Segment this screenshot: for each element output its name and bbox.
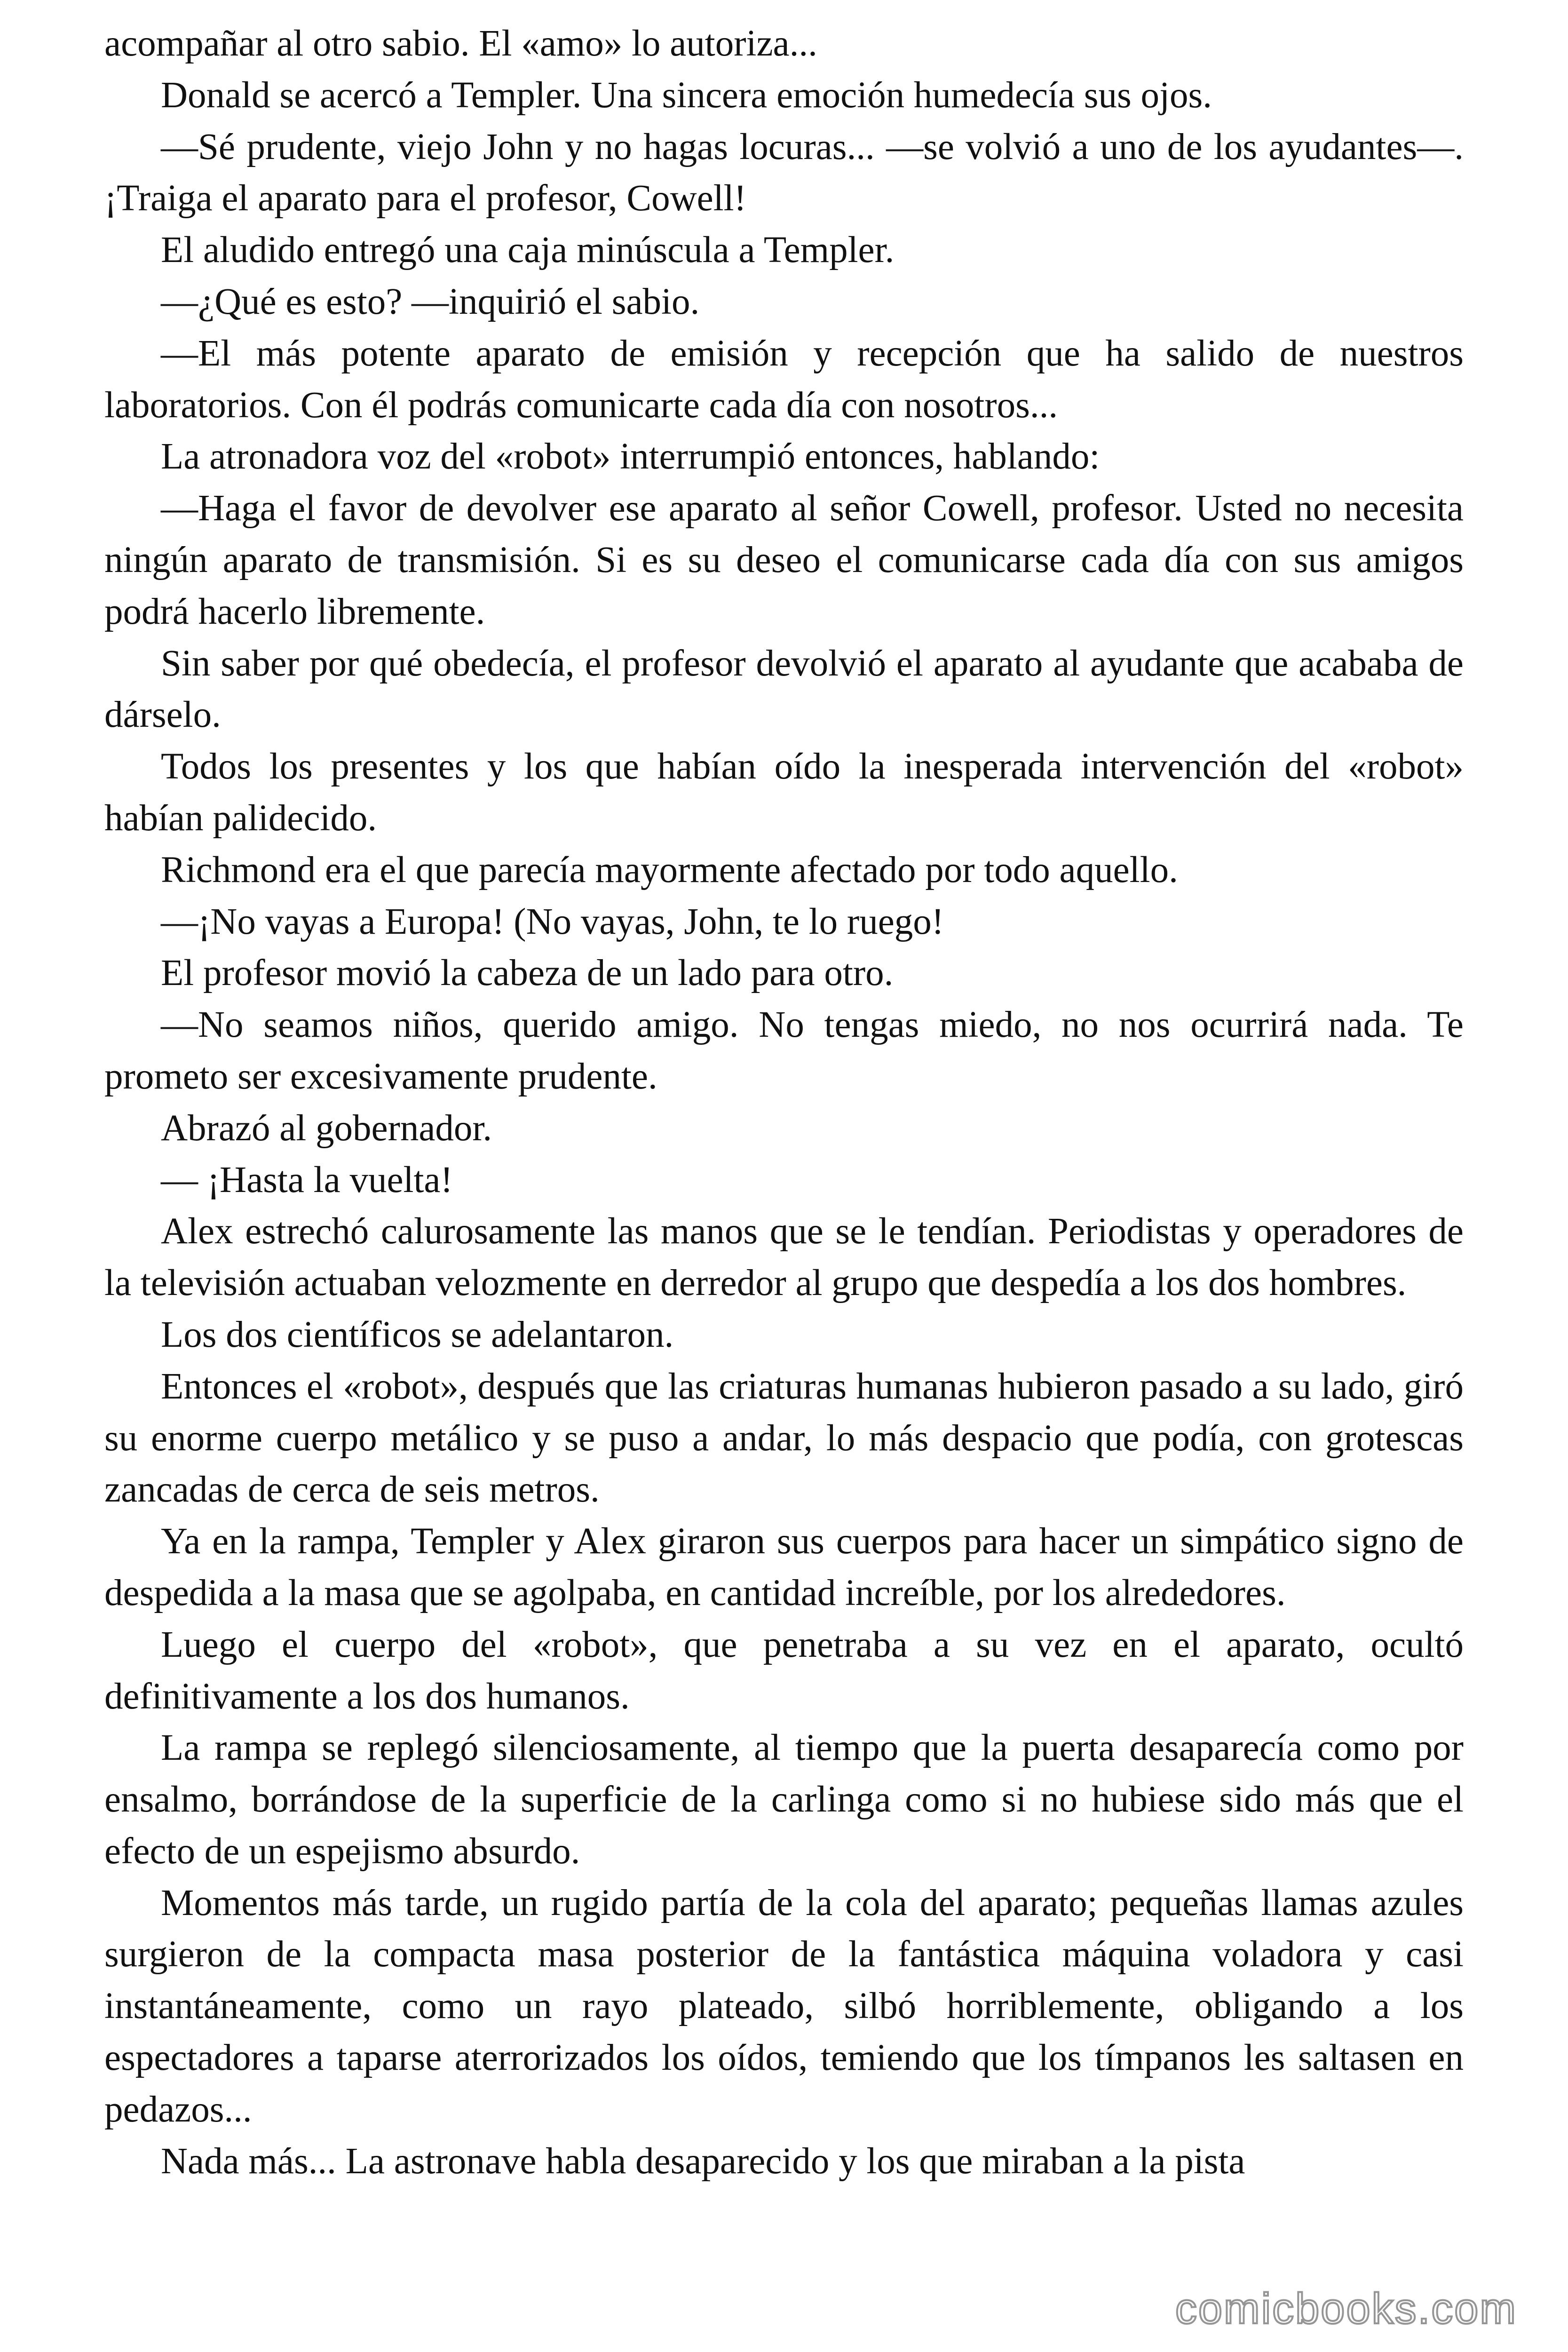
paragraph-24: Nada más... La astronave habla desaparecido y los que miraban a la pista [161, 2140, 1245, 2182]
paragraph-23: Momentos más tarde, un rugido partía de la cola del aparato; pequeñas llamas azules surgieron de la compacta masa posterior de la fantástica máquina voladora y casi instantáneamente, como un rayo plateado, silbó horriblemente, obligando a los espectadores a taparse aterrorizados los oídos, temiendo que los tímpanos les saltasen en pedazos... [104, 1882, 1464, 2130]
paragraph-9: Sin saber por qué obedecía, el profesor devolvió el aparato al ayudante que acababa de dárselo. [104, 643, 1464, 736]
paragraph-2: Donald se acercó a Templer. Una sincera emoción humedecía sus ojos. [161, 74, 1212, 116]
paragraph-22: La rampa se replegó silenciosamente, al tiempo que la puerta desaparecía como por ensalmo, borrándose de la superficie de la carlinga como si no hubiese sido más que el efecto de un espejismo absurdo. [104, 1727, 1464, 1872]
paragraph-16: — ¡Hasta la vuelta! [161, 1159, 453, 1200]
paragraph-17: Alex estrechó calurosamente las manos que se le tendían. Periodistas y operadores de la televisión actuaban velozmente en derredor al grupo que despedía a los dos hombres. [104, 1211, 1464, 1304]
paragraph-3: —Sé prudente, viejo John y no hagas locuras... —se volvió a uno de los ayudantes—. ¡Traiga el aparato para el profesor, Cowell! [104, 126, 1464, 219]
paragraph-20: Ya en la rampa, Templer y Alex giraron sus cuerpos para hacer un simpático signo de despedida a la masa que se agolpaba, en cantidad increíble, por los alrededores. [104, 1521, 1464, 1613]
paragraph-18: Los dos científicos se adelantaron. [161, 1314, 674, 1355]
paragraph-8: —Haga el favor de devolver ese aparato al señor Cowell, profesor. Usted no necesita ningún aparato de transmisión. Si es su deseo el comunicarse cada día con sus amigos podrá hacerlo libremente. [104, 488, 1464, 632]
paragraph-4: El aludido entregó una caja minúscula a Templer. [161, 230, 895, 271]
paragraph-6: —El más potente aparato de emisión y recepción que ha salido de nuestros laboratorios. Con él podrás comunicarte cada día con nosotros... [104, 333, 1464, 426]
paragraph-10: Todos los presentes y los que habían oído la inesperada intervención del «robot» habían palidecido. [104, 746, 1464, 839]
paragraph-5: —¿Qué es esto? —inquirió el sabio. [161, 281, 700, 322]
paragraph-11: Richmond era el que parecía mayormente afectado por todo aquello. [161, 849, 1178, 890]
paragraph-21: Luego el cuerpo del «robot», que penetraba a su vez en el aparato, ocultó definitivamente a los dos humanos. [104, 1624, 1464, 1717]
paragraph-14: —No seamos niños, querido amigo. No tengas miedo, no nos ocurrirá nada. Te prometo ser excesivamente prudente. [104, 1004, 1464, 1097]
paragraph-13: El profesor movió la cabeza de un lado para otro. [161, 953, 894, 994]
watermark-text: comicbooks.com [1175, 2285, 1517, 2333]
paragraph-12: —¡No vayas a Europa! (No vayas, John, te lo ruego! [161, 901, 944, 942]
paragraph-19: Entonces el «robot», después que las criaturas humanas hubieron pasado a su lado, giró su enorme cuerpo metálico y se puso a andar, lo más despacio que podía, con grotescas zancadas de cerca de seis metros. [104, 1366, 1464, 1510]
paragraph-1: acompañar al otro sabio. El «amo» lo autoriza... [104, 23, 817, 64]
paragraph-7: La atronadora voz del «robot» interrumpió entonces, hablando: [161, 436, 1100, 477]
paragraph-15: Abrazó al gobernador. [161, 1107, 492, 1149]
book-page [104, 18, 1464, 2187]
